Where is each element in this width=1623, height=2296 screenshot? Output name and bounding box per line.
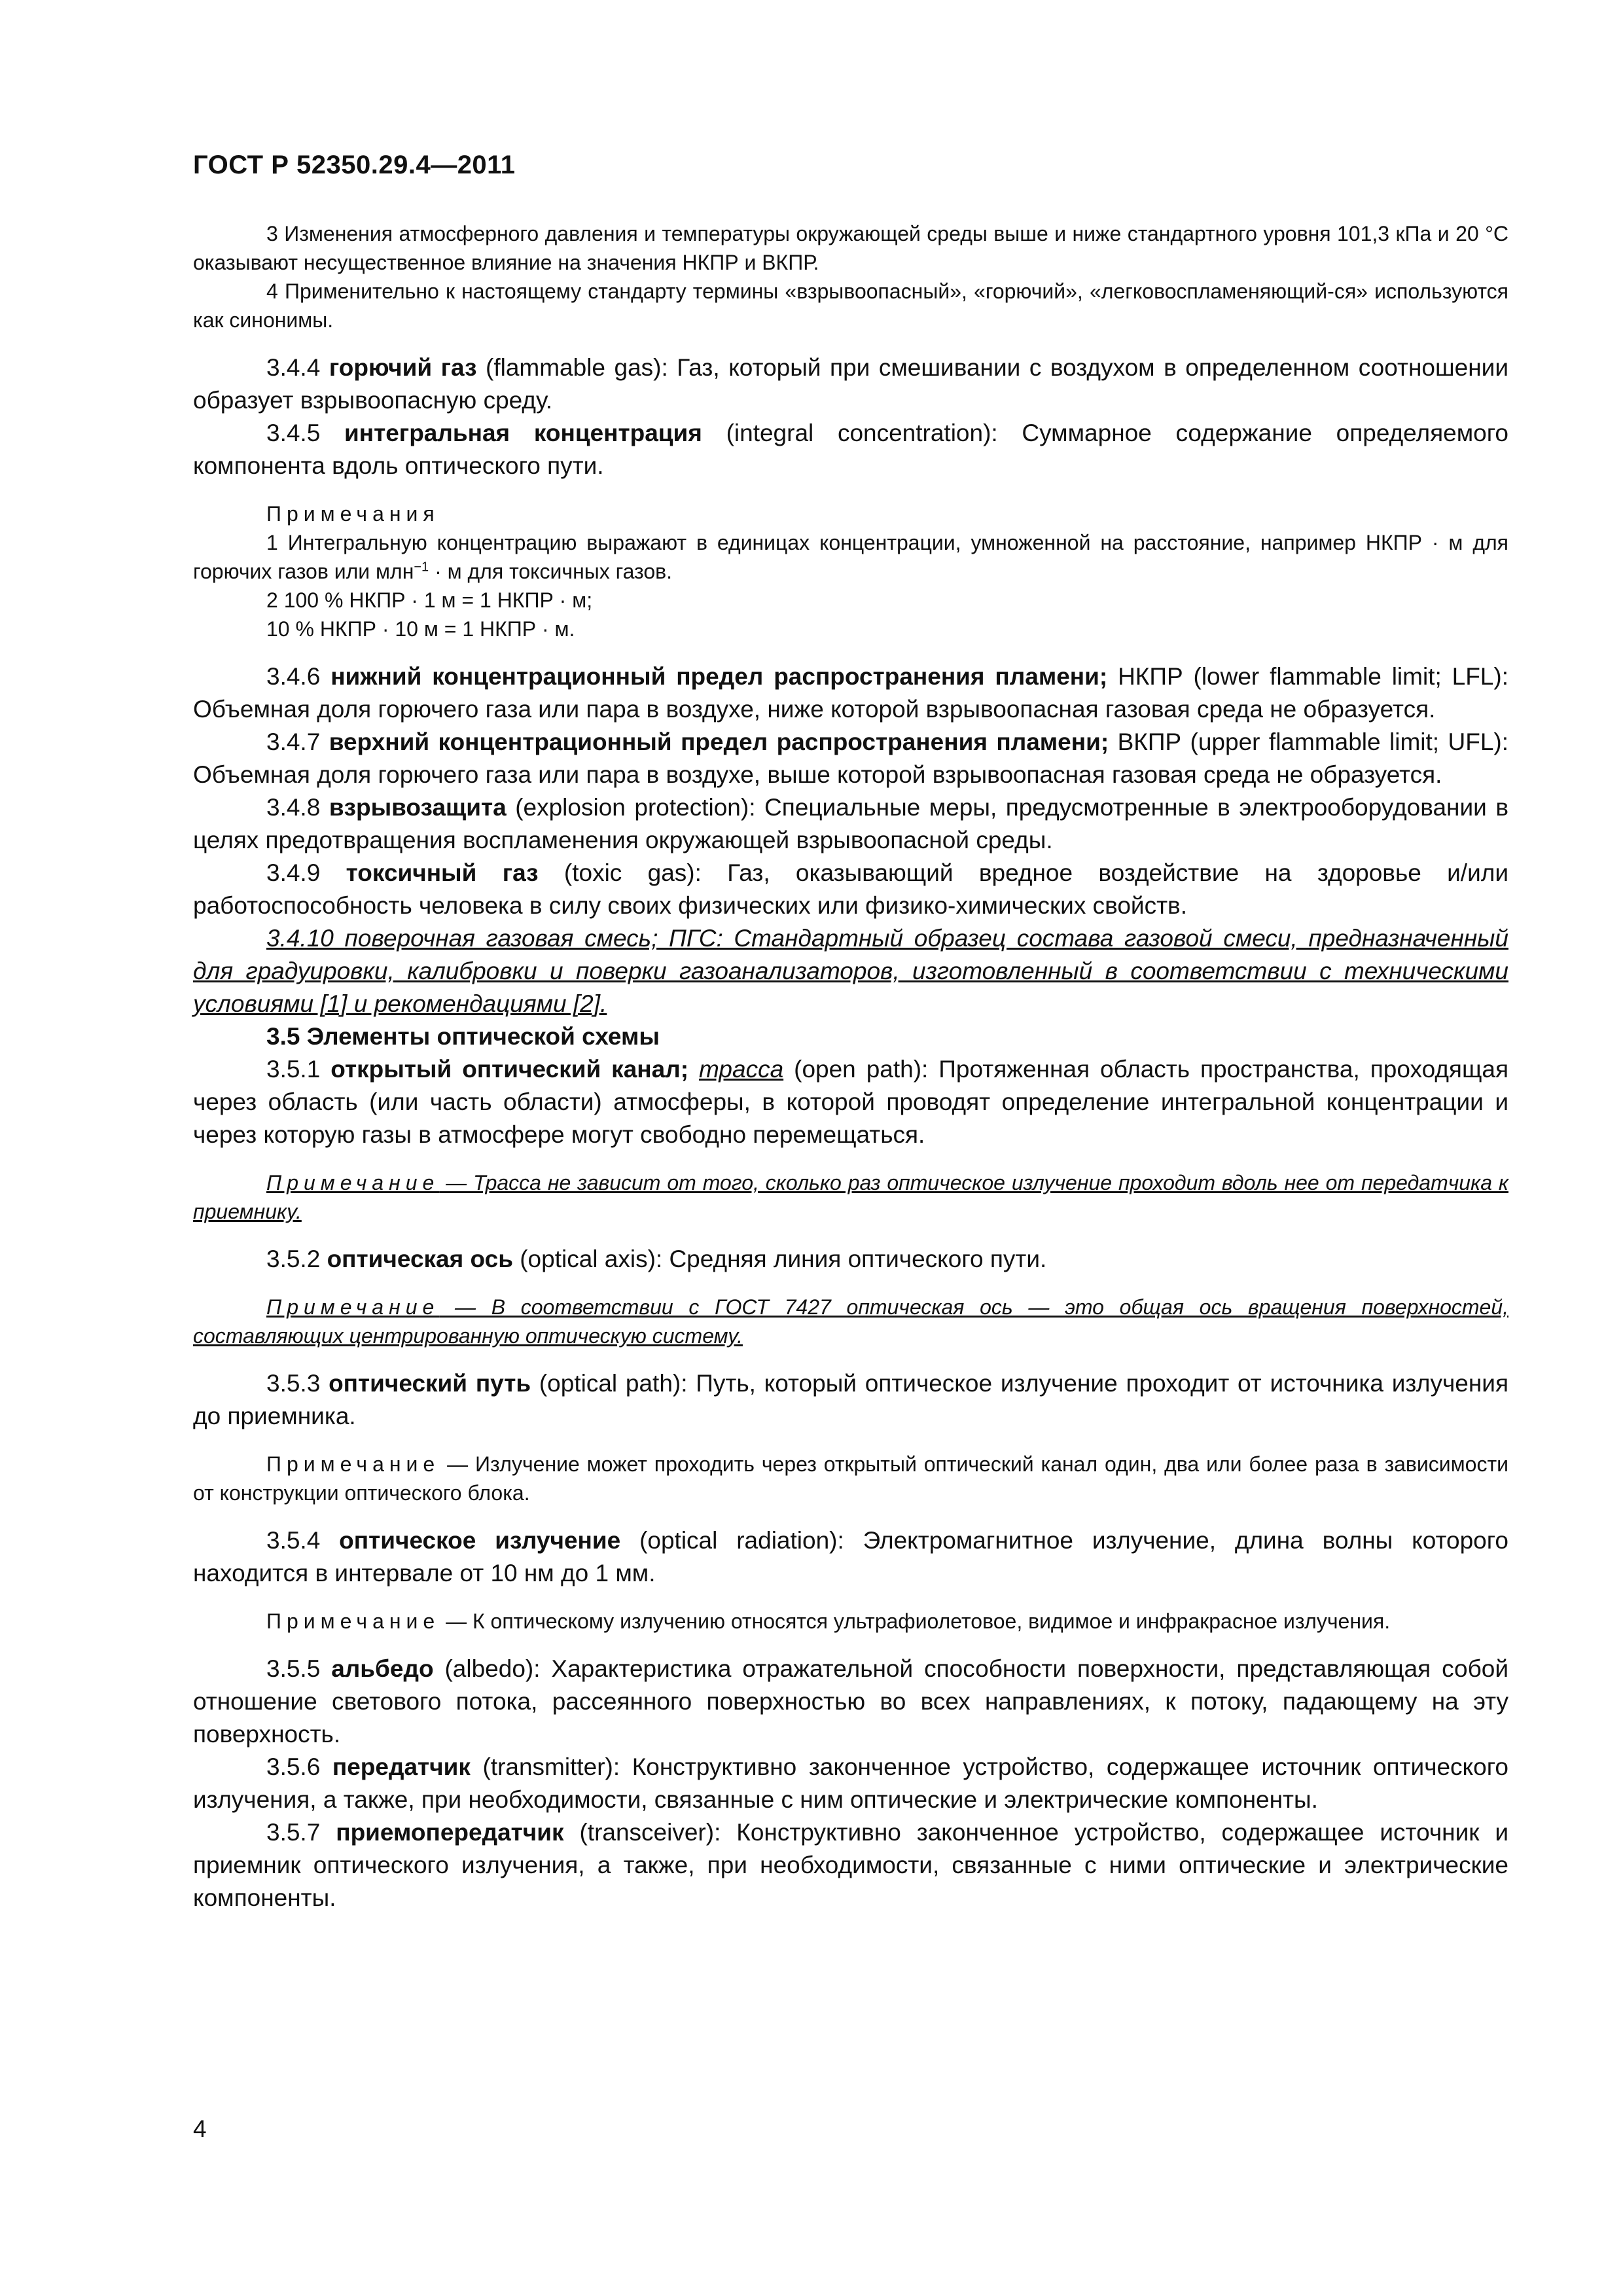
term-3-5-3: 3.5.3 оптический путь (optical path): Путь, который оптическое излучение проходит от источника излучения до приемника. bbox=[193, 1370, 1509, 1429]
term-3-5-4: 3.5.4 оптическое излучение (optical radiation): Электромагнитное излучение, длина волны которого находится в интервале от 10 нм до 1 мм. bbox=[193, 1527, 1508, 1587]
term-3-4-4: 3.4.4 горючий газ (flammable gas): Газ, который при смешивании с воздухом в определенном соотношении образует взрывоопасную среду. bbox=[193, 354, 1508, 414]
note-4: 4 Применительно к настоящему стандарту термины «взрывоопасный», «горючий», «легковоспламеняющий-ся» используются как синонимы. bbox=[193, 279, 1508, 332]
term-3-5-6: 3.5.6 передатчик (transmitter): Конструктивно законченное устройство, содержащее источник оптического излучения, а также, при необходимости, связанные с ним оптические и электрические компоненты. bbox=[193, 1753, 1508, 1813]
term-3-4-8: 3.4.8 взрывозащита (explosion protection): Специальные меры, предусмотренные в электрооборудовании в целях предотвращения воспламенения окружающей взрывоопасной среды. bbox=[193, 794, 1508, 853]
term-3-5-2: 3.5.2 оптическая ось (optical axis): Средняя линия оптического пути. bbox=[266, 1246, 1047, 1272]
note-3: 3 Изменения атмосферного давления и температуры окружающей среды выше и ниже стандартного уровня 101,3 кПа и 20 °С оказывают несущественное влияние на значения НКПР и ВКПР. bbox=[193, 222, 1508, 274]
note-3-5-2: Примечание — В соответствии с ГОСТ 7427 оптическая ось — это общая ось вращения поверхностей, составляющих центрированную оптическую систему. bbox=[193, 1295, 1508, 1348]
term-3-5-7: 3.5.7 приемопередатчик (transceiver): Конструктивно законченное устройство, содержащее источник и приемник оптического излучения, а также, при необходимости, связанные с ними оптические и электрические компоненты. bbox=[193, 1819, 1509, 1911]
note-3-5-3: Примечание — Излучение может проходить через открытый оптический канал один, два или более раза в зависимости от конструкции оптического блока. bbox=[193, 1452, 1508, 1505]
page-number: 4 bbox=[193, 2115, 207, 2142]
term-3-5-1: 3.5.1 открытый оптический канал; трасса (open path): Протяженная область пространства, проходящая через область (или часть области) атмосферы, в которой проводят определение интегральной концентрации и через которую газы в атмосфере могут свободно перемещаться. bbox=[193, 1056, 1509, 1148]
term-3-4-7: 3.4.7 верхний концентрационный предел распространения пламени; ВКПР (upper flammable limit; UFL): Объемная доля горючего газа или пара в воздухе, выше которой взрывоопасная газовая среда не образуется. bbox=[193, 728, 1509, 788]
document-page bbox=[193, 151, 1508, 1914]
term-3-4-9: 3.4.9 токсичный газ (toxic gas): Газ, оказывающий вредное воздействие на здоровье и/или работоспособность человека в силу своих физических или физико-химических свойств. bbox=[193, 859, 1509, 919]
notes-heading: Примечания bbox=[266, 502, 440, 526]
term-3-4-10: 3.4.10 поверочная газовая смесь; ПГС: Стандартный образец состава газовой смеси, предназначенный для градуировки, калибровки и поверки газоанализаторов, изготовленный в соответствии с техническими условиями [1] и рекомендациями [2]. bbox=[193, 925, 1508, 1017]
note-3-4-5-3: 10 % НКПР · 10 м = 1 НКПР · м. bbox=[266, 617, 575, 641]
section-3-5-title: 3.5 Элементы оптической схемы bbox=[266, 1023, 660, 1050]
note-3-4-5-2: 2 100 % НКПР · 1 м = 1 НКПР · м; bbox=[266, 588, 593, 612]
note-3-4-5-1: 1 Интегральную концентрацию выражают в единицах концентрации, умноженной на расстояние, например НКПР · м для горючих газов или млн$^{-1}$ · м для токсичных газов. bbox=[193, 531, 1508, 583]
term-3-4-6: 3.4.6 нижний концентрационный предел распространения пламени; НКПР (lower flammable limit; LFL): Объемная доля горючего газа или пара в воздухе, ниже которой взрывоопасная газовая среда не образуется. bbox=[193, 663, 1508, 723]
term-3-4-5: 3.4.5 интегральная концентрация (integral concentration): Суммарное содержание определяемого компонента вдоль оптического пути. bbox=[193, 420, 1508, 479]
note-3-5-1: Примечание — Трасса не зависит от того, сколько раз оптическое излучение проходит вдоль нее от передатчика к приемнику. bbox=[193, 1171, 1508, 1223]
note-3-5-4: Примечание — К оптическому излучению относятся ультрафиолетовое, видимое и инфракрасное излучения. bbox=[266, 1609, 1391, 1633]
term-3-5-5: 3.5.5 альбедо (albedo): Характеристика отражательной способности поверхности, представляющая собой отношение светового потока, рассеянного поверхностью во всех направлениях, к потоку, падающему на эту поверхность. bbox=[193, 1655, 1509, 1748]
document-header: ГОСТ Р 52350.29.4—2011 bbox=[193, 151, 516, 179]
